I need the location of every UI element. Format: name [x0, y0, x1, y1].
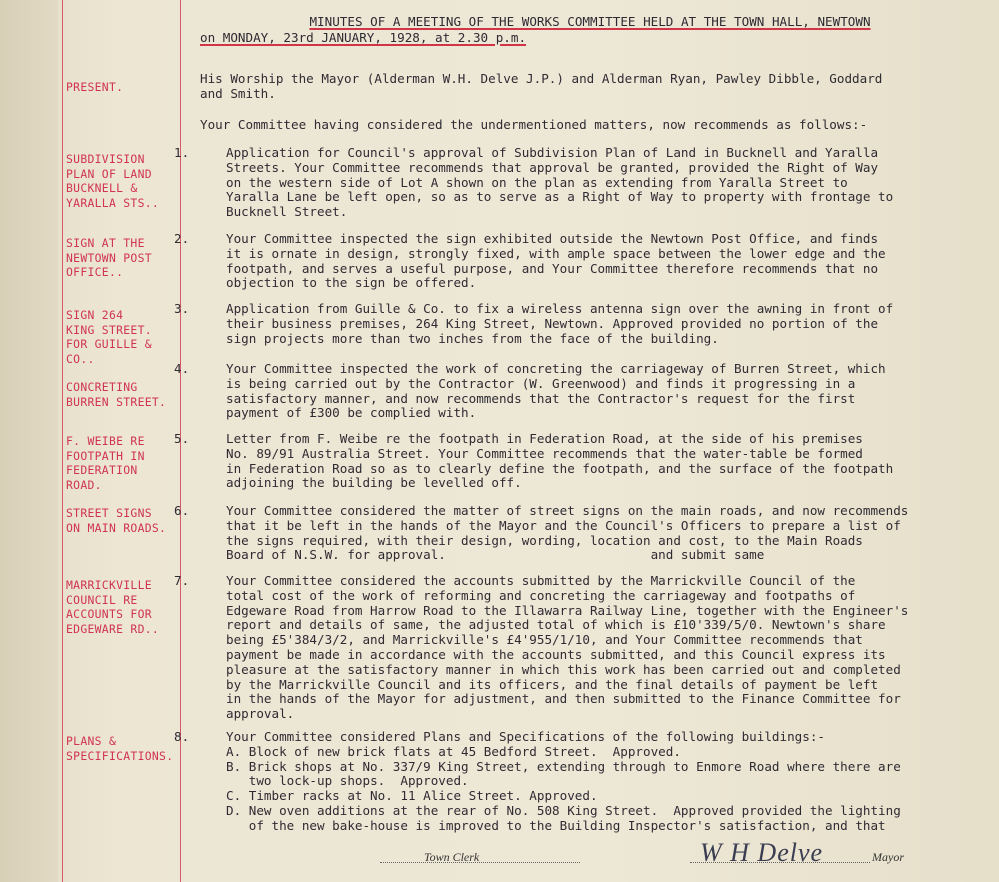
intro-text: [200, 118, 975, 133]
present-text: [200, 72, 975, 102]
present-label: PRESENT.: [66, 80, 124, 94]
item-8-text: Your Committee considered Plans and Specifications of the following buildings:- A. Block of new brick flats at 45 Bedford Street. Approved. B. Brick shops at No. 337/9 King Street, extending through to Enmore Road where there are two lock-up shops. Approved. C. Timber racks at No. 11 Alice Street. Approved. D. New oven additions at the rear of No. 508 King Street. Approved provided the lighting of the new bake-house is improved to the Building Inspector's satisfaction, and that: [226, 729, 901, 833]
item-5-number: 5.: [174, 431, 190, 446]
item-7: [174, 573, 975, 722]
item-6-margin-label: STREET SIGNS ON MAIN ROADS.: [66, 506, 167, 535]
mayor-label: Mayor: [872, 850, 904, 864]
town-clerk-signature-line: [380, 862, 580, 863]
item-8: [174, 729, 975, 834]
item-3: [174, 301, 975, 346]
item-1-text: Application for Council's approval of Subdivision Plan of Land in Bucknell and Yaralla Streets. Your Committee recommends that approval be granted, provided the Right of Way on the western side of Lot A shown on the plan as extending from Yaralla Street to Yaralla Lane be left open, so as to serve as a Right of Way to property with frontage to Bucknell Street.: [226, 145, 894, 220]
item-5-margin-label: F. WEIBE RE FOOTPATH IN FEDERATION ROAD.: [66, 434, 145, 492]
item-3-number: 3.: [174, 301, 190, 316]
item-1-margin-label: SUBDIVISION PLAN OF LAND BUCKNELL & YARALLA STS..: [66, 152, 160, 210]
item-1-number: 1.: [174, 145, 190, 160]
minutes-title: [200, 14, 980, 46]
item-4-number: 4.: [174, 361, 190, 376]
item-5-text: Letter from F. Weibe re the footpath in Federation Road, at the side of his premises No. 89/91 Australia Street. Your Committee recommends that the water-table be formed in Federation Road so as to clearly define the footpath, and the surface of the footpath adjoining the building be levelled off.: [226, 431, 894, 491]
item-2: [174, 231, 975, 291]
item-1: [174, 145, 975, 220]
item-7-number: 7.: [174, 573, 190, 588]
title-line-1: MINUTES OF A MEETING OF THE WORKS COMMITTEE HELD AT THE TOWN HALL, NEWTOWN: [309, 14, 871, 29]
item-8-number: 8.: [174, 729, 190, 744]
item-4-text: Your Committee inspected the work of concreting the carriageway of Burren Street, which is being carried out by the Contractor (W. Greenwood) and finds it progressing in a satisfactory manner, and now recommends that the Contractor's request for the first payment of £300 be complied with.: [226, 361, 886, 421]
item-2-number: 2.: [174, 231, 190, 246]
item-3-margin-label: SIGN 264 KING STREET. FOR GUILLE & CO..: [66, 308, 152, 366]
item-2-text: Your Committee inspected the sign exhibited outside the Newtown Post Office, and finds it is ornate in design, strongly fixed, with ample space between the lower edge and the footpath, and serves a useful purpose, and Your Committee therefore recommends that no objection to the sign be offered.: [226, 231, 886, 291]
item-6: [174, 503, 975, 563]
item-6-text: Your Committee considered the matter of street signs on the main roads, and now recommends that it be left in the hands of the Mayor and the Council's Officers to prepare a list of the signs required, with their design, wording, location and cost, to the Main Roads Board of N.S.W. for approval. and submit same: [226, 503, 909, 563]
item-2-margin-label: SIGN AT THE NEWTOWN POST OFFICE..: [66, 236, 152, 279]
present-text-body: His Worship the Mayor (Alderman W.H. Delve J.P.) and Alderman Ryan, Pawley Dibble, Goddard and Smith.: [200, 71, 883, 101]
signature-row: [380, 838, 940, 878]
mayor-signature: W H Delve: [700, 838, 824, 867]
item-5: [174, 431, 975, 491]
title-line-2: on MONDAY, 23rd JANUARY, 1928, at 2.30 p.m.: [200, 30, 527, 45]
page-edge: [0, 0, 58, 882]
item-7-margin-label: MARRICKVILLE COUNCIL RE ACCOUNTS FOR EDGEWARE RD..: [66, 578, 160, 636]
item-6-number: 6.: [174, 503, 190, 518]
item-4-margin-label: CONCRETING BURREN STREET.: [66, 380, 167, 409]
margin-rule-left: [62, 0, 63, 882]
item-3-text: Application from Guille & Co. to fix a wireless antenna sign over the awning in front of their business premises, 264 King Street, Newtown. Approved provided no portion of the sign projects more than two inches from the face of the building.: [226, 301, 894, 346]
intro-text-body: Your Committee having considered the undermentioned matters, now recommends as follows:-: [200, 117, 868, 132]
town-clerk-label: Town Clerk: [424, 850, 480, 864]
item-7-text: Your Committee considered the accounts submitted by the Marrickville Council of the total cost of the work of reforming and concreting the carriageway and footpaths of Edgeware Road from Harrow Road to the Illawarra Railway Line, together with the Engineer's report and details of same, the adjusted total of which is £10'339/5/0. Newtown's share being £5'384/3/2, and Marrickville's £4'955/1/10, and Your Committee recommends that payment be made in accordance with the accounts submitted, and this Council express its pleasure at the satisfactory manner in which this work has been carried out and completed by the Marrickville Council and its officers, and the final details of payment be left in the hands of the Mayor for adjustment, and then submitted to the Finance Committee for approval.: [226, 573, 909, 722]
item-8-margin-label: PLANS & SPECIFICATIONS.: [66, 734, 174, 763]
item-4: [174, 361, 975, 421]
